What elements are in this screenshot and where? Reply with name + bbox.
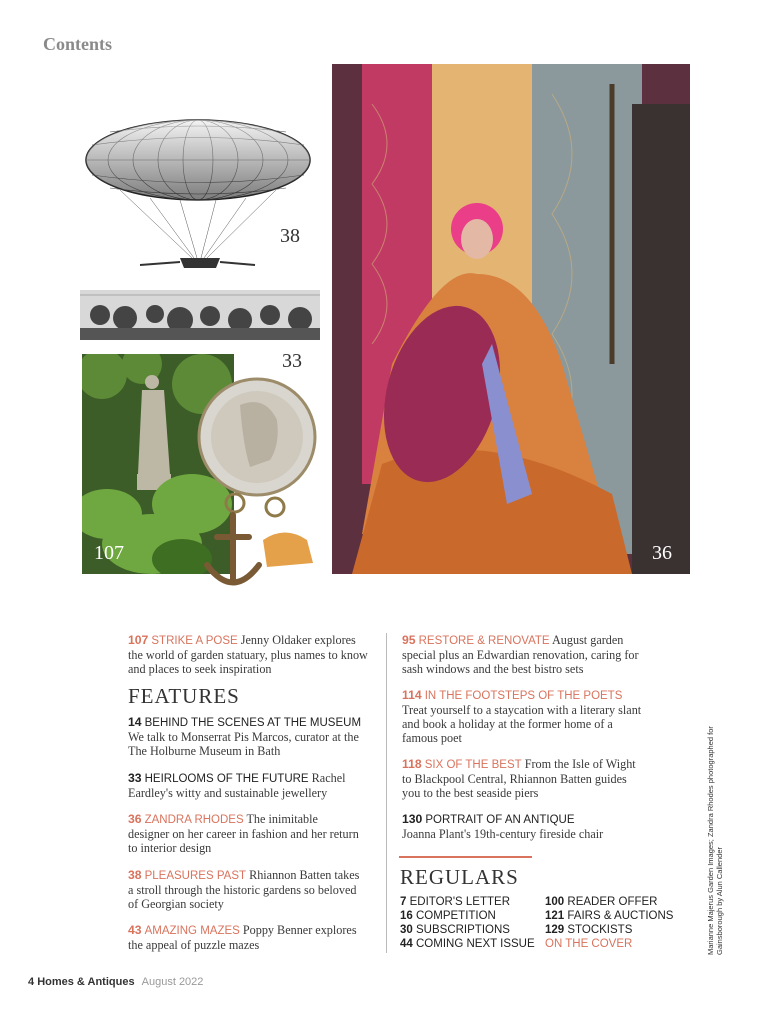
regular-item: 100 READER OFFER <box>545 896 658 908</box>
regulars-list-right <box>545 895 673 951</box>
item-text: Joanna Plant's 19th-century fireside chair <box>402 827 604 841</box>
page-number: 4 <box>28 976 35 988</box>
item-kicker: STRIKE A POSE <box>151 635 238 647</box>
intro-item-107 <box>128 633 368 676</box>
page-footer <box>28 976 203 988</box>
item-number: 33 <box>128 771 142 785</box>
item-number: 38 <box>128 868 142 882</box>
regulars-heading: REGULARS <box>400 865 519 889</box>
feature-item-43 <box>128 923 360 952</box>
image-number-107: 107 <box>94 542 124 564</box>
image-number-33: 33 <box>282 350 302 372</box>
item-text: Rachel Eardley's witty and sustainable jewellery <box>128 771 346 800</box>
item-text: We talk to Monserrat Pis Marcos, curator at the The Holburne Museum in Bath <box>128 730 359 758</box>
portrait-svg <box>332 64 690 574</box>
column-divider <box>386 633 387 953</box>
regulars-rule <box>399 856 532 858</box>
item-number: 14 <box>128 715 142 729</box>
item-kicker: SIX OF THE BEST <box>424 759 522 771</box>
regular-item: 16 COMPETITION <box>400 910 496 922</box>
item-kicker: PORTRAIT OF AN ANTIQUE <box>425 814 575 826</box>
feature-item-14 <box>128 715 363 758</box>
item-kicker: RESTORE & RENOVATE <box>418 635 550 647</box>
page-title: Contents <box>43 34 113 54</box>
item-kicker: BEHIND THE SCENES AT THE MUSEUM <box>144 717 362 729</box>
image-number-36: 36 <box>652 542 672 564</box>
regulars-list-left <box>400 895 535 951</box>
regular-item: 30 SUBSCRIPTIONS <box>400 924 510 936</box>
feature-item-118 <box>402 757 642 800</box>
item-text: From the Isle of Wight to Blackpool Central, Rhiannon Batten guides you to the best seaside piers <box>402 757 636 800</box>
photo-credit: Marianne Majerus Garden Images; Zandra Rhodes photographed for Gainsborough by Alun Callender <box>706 726 724 955</box>
item-number: 107 <box>128 633 149 647</box>
item-number: 114 <box>402 688 422 702</box>
feature-item-95 <box>402 633 652 676</box>
balloon-illustration <box>80 90 320 340</box>
features-heading: FEATURES <box>128 684 240 708</box>
item-kicker: AMAZING MAZES <box>144 925 240 937</box>
magazine-name: Homes & Antiques <box>37 976 135 988</box>
item-number: 130 <box>402 812 423 826</box>
balloon-engraving-svg <box>80 90 320 340</box>
item-text: Jenny Oldaker explores the world of garden statuary, plus names to know and places to seek inspiration <box>128 633 368 676</box>
item-text: The inimitable designer on her career in fashion and her return to interior design <box>128 812 359 855</box>
regular-item: 7 EDITOR'S LETTER <box>400 896 510 908</box>
item-number: 118 <box>402 757 422 771</box>
issue-date: August 2022 <box>141 976 204 988</box>
regular-item: 129 STOCKISTS <box>545 924 633 936</box>
item-kicker: PLEASURES PAST <box>144 870 247 882</box>
feature-item-33 <box>128 771 368 800</box>
item-text: Treat yourself to a staycation with a literary slant and book a holiday at the former home of a famous poet <box>402 703 642 745</box>
feature-item-114 <box>402 688 642 745</box>
regular-item: 44 COMING NEXT ISSUE <box>400 938 535 950</box>
image-number-38: 38 <box>280 225 300 247</box>
item-kicker: HEIRLOOMS OF THE FUTURE <box>144 773 309 785</box>
item-kicker: IN THE FOOTSTEPS OF THE POETS <box>424 690 623 702</box>
item-kicker: ZANDRA RHODES <box>144 814 244 826</box>
item-number: 36 <box>128 812 142 826</box>
item-text: August garden special plus an Edwardian renovation, caring for sash windows and the best bistro sets <box>402 633 639 676</box>
item-number: 43 <box>128 923 142 937</box>
item-text: Rhiannon Batten takes a stroll through the historic gardens so beloved of Georgian society <box>128 868 360 911</box>
regular-item: 121 FAIRS & AUCTIONS <box>545 910 674 922</box>
regular-item: ON THE COVER <box>545 938 633 950</box>
item-number: 95 <box>402 633 416 647</box>
feature-item-130 <box>402 812 662 841</box>
item-text: Poppy Benner explores the appeal of puzzle mazes <box>128 923 357 952</box>
jewellery-svg <box>195 375 325 625</box>
feature-item-38 <box>128 868 360 911</box>
heirloom-jewellery <box>195 375 325 625</box>
zandra-rhodes-photo <box>332 64 690 574</box>
feature-item-36 <box>128 812 360 855</box>
